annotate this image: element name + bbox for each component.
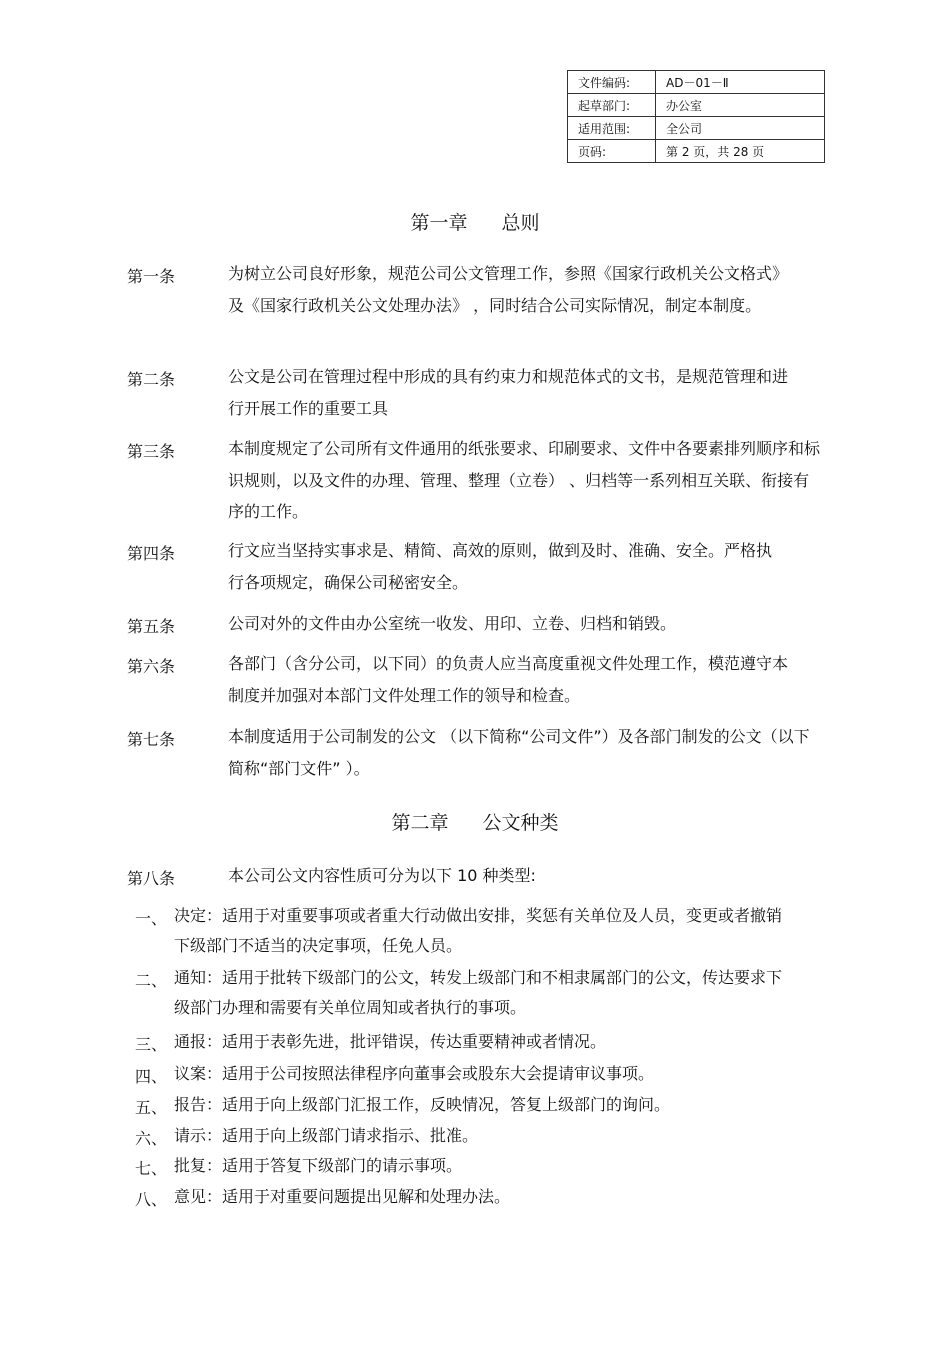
info-row-page	[568, 140, 825, 163]
item-number: 八、	[135, 1190, 168, 1209]
item-text: 意见：适用于对重要问题提出见解和处理办法。	[174, 1187, 511, 1206]
article-1	[127, 264, 827, 321]
article-4	[127, 541, 827, 598]
item-text: 决定：适用于对重要事项或者重大行动做出安排，奖惩有关单位及人员，变更或者撤销下级部门不适当的决定事项，任免人员。	[174, 906, 783, 955]
type-item-8	[135, 1187, 835, 1212]
item-text: 批复：适用于答复下级部门的请示事项。	[174, 1156, 463, 1175]
item-number: 三、	[135, 1035, 168, 1054]
article-text: 公司对外的文件由办公室统一收发、用印、立卷、归档和销毁。	[228, 614, 677, 633]
info-row-department	[568, 94, 825, 117]
type-item-4	[135, 1064, 835, 1089]
info-row-code	[568, 71, 825, 94]
article-label: 第一条	[127, 267, 176, 286]
article-7	[127, 727, 827, 784]
item-number: 一、	[135, 909, 168, 928]
article-8	[127, 866, 827, 892]
info-value: AD－01－Ⅱ	[656, 71, 825, 94]
item-number: 四、	[135, 1067, 168, 1086]
item-number: 六、	[135, 1129, 168, 1148]
article-label: 第七条	[127, 730, 176, 749]
info-value: 全公司	[656, 117, 825, 140]
type-item-2	[135, 968, 835, 1023]
article-label: 第三条	[127, 442, 176, 461]
article-label: 第八条	[127, 869, 176, 888]
chapter-title: 总则	[501, 212, 540, 234]
info-label: 起草部门:	[568, 94, 656, 117]
article-text: 公文是公司在管理过程中形成的具有约束力和规范体式的文书，是规范管理和进行开展工作的重要工具	[228, 367, 789, 418]
type-item-5	[135, 1095, 835, 1120]
article-label: 第六条	[127, 657, 176, 676]
item-text: 请示：适用于向上级部门请求指示、批准。	[174, 1126, 479, 1145]
info-label: 页码:	[568, 140, 656, 163]
item-text: 报告：适用于向上级部门汇报工作，反映情况，答复上级部门的询问。	[174, 1095, 671, 1114]
chapter-2-heading	[0, 808, 950, 835]
article-text: 本制度规定了公司所有文件通用的纸张要求、印刷要求、文件中各要素排列顺序和标识规则，以及文件的办理、管理、整理（立卷） 、归档等一系列相互关联、衔接有序的工作。	[228, 439, 821, 521]
chapter-number: 第一章	[410, 212, 468, 234]
chapter-number: 第二章	[391, 812, 449, 834]
article-6	[127, 654, 827, 711]
article-text: 行文应当坚持实事求是、精简、高效的原则，做到及时、准确、安全。严格执行各项规定，确保公司秘密安全。	[228, 541, 773, 592]
article-label: 第四条	[127, 544, 176, 563]
item-text: 议案：适用于公司按照法律程序向董事会或股东大会提请审议事项。	[174, 1064, 655, 1083]
item-text: 通知：适用于批转下级部门的公文，转发上级部门和不相隶属部门的公文，传达要求下级部门办理和需要有关单位周知或者执行的事项。	[174, 968, 783, 1017]
article-text: 本制度适用于公司制发的公文 （以下简称“公司文件”）及各部门制发的公文（以下简称“部门文件” ）。	[228, 727, 810, 778]
article-2	[127, 367, 827, 424]
article-label: 第五条	[127, 617, 176, 636]
article-5	[127, 614, 827, 640]
item-number: 七、	[135, 1159, 168, 1178]
type-item-6	[135, 1126, 835, 1151]
info-label: 适用范围:	[568, 117, 656, 140]
article-text: 本公司公文内容性质可分为以下 10 种类型:	[228, 866, 536, 885]
type-item-1	[135, 906, 835, 961]
info-row-scope	[568, 117, 825, 140]
chapter-title: 公文种类	[482, 812, 559, 834]
item-text: 通报：适用于表彰先进，批评错误，传达重要精神或者情况。	[174, 1032, 607, 1051]
type-item-7	[135, 1156, 835, 1181]
type-item-3	[135, 1032, 835, 1057]
item-number: 五、	[135, 1098, 168, 1117]
article-text: 各部门（含分公司，以下同）的负责人应当高度重视文件处理工作，模范遵守本制度并加强对本部门文件处理工作的领导和检查。	[228, 654, 789, 705]
info-label: 文件编码:	[568, 71, 656, 94]
article-3	[127, 439, 827, 528]
document-info-table	[567, 70, 825, 163]
article-label: 第二条	[127, 370, 176, 389]
item-number: 二、	[135, 971, 168, 990]
info-value: 第 2 页，共 28 页	[656, 140, 825, 163]
info-value: 办公室	[656, 94, 825, 117]
chapter-1-heading	[0, 208, 950, 235]
article-text: 为树立公司良好形象，规范公司公文管理工作，参照《国家行政机关公文格式》及《国家行政机关公文处理办法》 ，同时结合公司实际情况，制定本制度。	[228, 264, 789, 315]
